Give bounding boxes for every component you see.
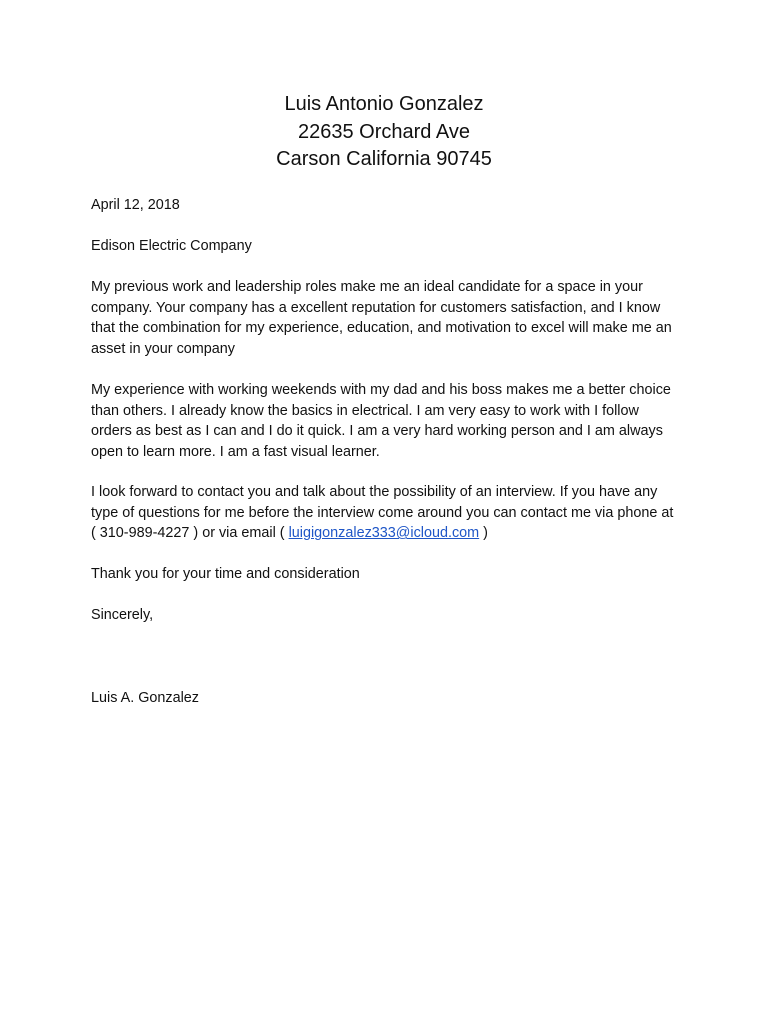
recipient-name: Edison Electric Company [91,238,252,254]
paragraph-1 [91,277,681,359]
sender-city-state-zip: Carson California 90745 [276,148,492,170]
paragraph-3-text [91,482,681,544]
paragraph-2 [91,380,681,462]
paragraph-2-text: My experience with working weekends with my dad and his boss makes me a better choice than others. I already know the basics in electrical. I am very easy to work with I follow orders as best as I can and I do it quick. I am a very hard working person and I am always open to learn more. I am a fast visual learner. [91,382,671,460]
thanks-text: Thank you for your time and consideration [91,566,360,582]
paragraph-3-end: ) [479,525,488,542]
paragraph-1-text: My previous work and leadership roles make me an ideal candidate for a space in your company. Your company has a excellent reputation for customers satisfaction, and I know that the combination for my experience, education, and motivation to excel will make me an asset in your company [91,279,672,357]
letter-date [91,195,681,216]
closing-text: Sincerely, [91,607,154,623]
closing-line [91,605,681,626]
paragraph-3 [91,482,681,544]
recipient-block [91,236,681,257]
paragraph-3-intro: I look forward to contact you and talk about the possibility of an interview. If you have any type of questions for me before the interview come around you can contact me via phone at ( 310-989-4227 ) or via email ( [91,484,674,542]
sender-street: 22635 Orchard Ave [298,120,470,143]
signature-text: Luis A. Gonzalez [91,690,199,706]
signature-line [91,688,681,709]
date-text: April 12, 2018 [91,197,180,213]
thanks-line [91,564,681,585]
email-link[interactable]: luigigonzalez333@icloud.com [288,525,480,542]
sender-header [0,91,768,174]
sender-name: Luis Antonio Gonzalez [284,93,484,115]
